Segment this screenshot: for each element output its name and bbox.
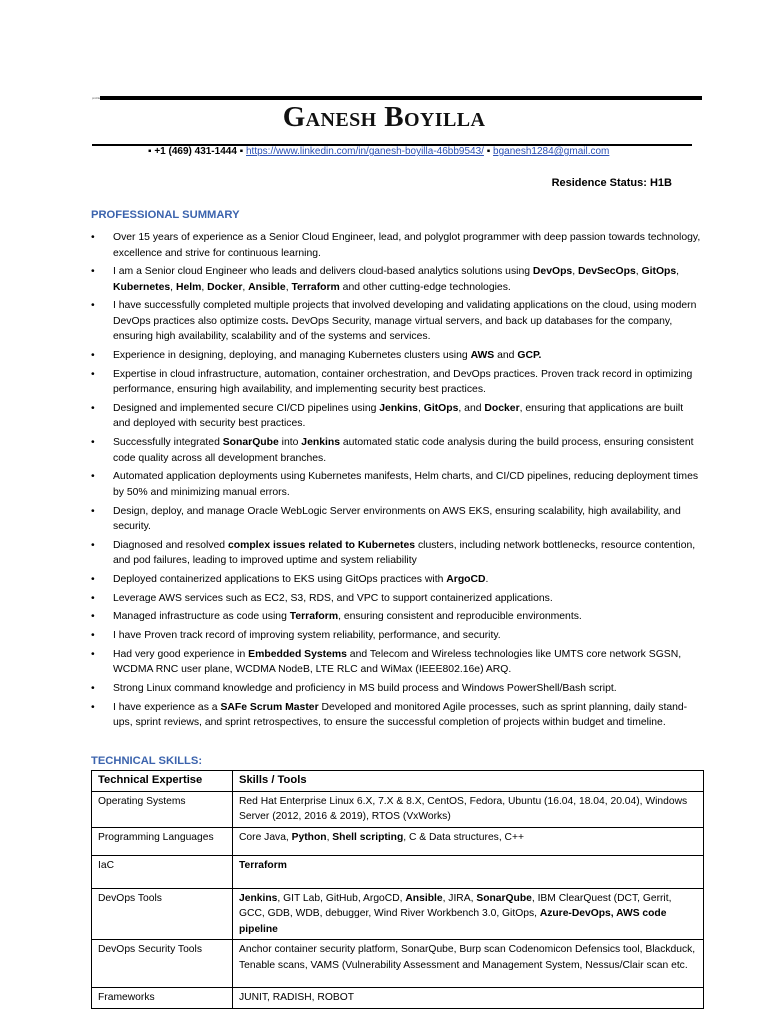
text-run: Successfully integrated [113,437,223,449]
bullet-marker: • [91,437,95,449]
summary-item [91,469,703,500]
skills-row [92,827,704,855]
summary-item-text [113,350,541,361]
summary-item-text [113,702,687,729]
text-run: , [676,266,680,278]
bullet-marker: • [91,505,95,517]
text-run: Terraform [289,611,339,623]
summary-item-text [113,471,698,498]
bullet-marker: • [91,368,95,380]
summary-item [91,591,703,607]
summary-item [91,681,703,697]
skills-table [91,770,704,1009]
text-run: , [285,281,292,293]
skill-category: Frameworks [92,988,233,1009]
summary-item [91,367,703,398]
summary-item-text [113,611,582,622]
text-run: I have experience as a [113,701,221,713]
text-run: Helm [175,281,202,293]
text-run: Expertise in cloud infrastructure, automation, container orchestration, and DevOps practices. Proven track record in optimizing performance, ensuring high availability, and implementing security best practices. [113,368,693,396]
bullet-marker: • [91,539,95,551]
text-run: Kubernetes [113,281,171,293]
summary-item-text [113,300,696,342]
text-run: and other cutting-edge technologies. [339,281,511,293]
summary-item [91,504,703,535]
candidate-name: Ganesh Boyilla [282,101,486,133]
skill-tools [233,940,704,988]
skill-tools [233,855,704,888]
text-run: , [635,266,642,278]
text-run: , C & Data structures, C++ [403,831,524,843]
text-run: . [485,573,489,585]
summary-item [91,435,703,466]
text-run: Red Hat Enterprise Linux 6.X, 7.X & 8.X, CentOS, Fedora, Ubuntu (16.04, 18.04, 20.04), Windows Server (2012, 2016 & 2019), RTOS (VxWorks) [239,795,688,822]
text-run: automated static code analysis during the build process, ensuring consistent code quality across all development branches. [113,437,694,464]
residence-status: Residence Status: H1B [551,177,672,189]
text-run: , [242,281,249,293]
skills-row [92,791,704,827]
text-run: ArgoCD [446,573,486,585]
phone: ▪ +1 (469) 431-1444 ▪ [148,146,244,157]
text-run: DevOps Security, manage virtual servers, and back up databases for the company, ensuring high availability, scalability and of the systems and services. [113,315,673,343]
tiny-mark: profile [92,96,101,100]
text-run: Experience in designing, deploying, and managing Kubernetes clusters using [113,350,471,362]
text-run: Python [291,831,327,843]
bullet-marker: • [91,471,95,483]
text-run: into [278,437,302,449]
summary-item-text [113,593,553,604]
bullet-marker: • [91,350,95,362]
skill-tools [233,791,704,827]
summary-item [91,609,703,625]
summary-item-text [113,649,681,676]
skill-category: IaC [92,855,233,888]
summary-item-text [113,540,695,567]
text-run: GitOps [641,266,677,278]
text-run: , IBM ClearQuest (DCT, Gerrit, GCC, GDB, WDB, debugger, Wind River Workbench 3.0, GitOps, [239,892,672,919]
text-run: DevSecOps [577,266,636,278]
bullet-marker: • [91,402,95,414]
text-run: SonarQube [476,892,532,904]
text-run: Terraform [291,281,340,293]
text-run: Ansible [248,281,286,293]
text-run: JUNIT, RADISH, ROBOT [239,992,354,1003]
text-run: I am a Senior cloud Engineer who leads and delivers cloud-based analytics solutions using [113,266,533,278]
summary-item-text [113,506,681,533]
text-run: , [572,266,578,278]
bullet-marker: • [91,300,95,312]
summary-item-text [113,266,679,293]
summary-item-text [113,630,501,641]
summary-item-text [113,437,694,464]
text-run: Jenkins [239,892,278,904]
text-run: , [201,281,208,293]
skills-header-row [92,771,704,792]
bullet-marker: • [91,701,95,713]
text-run: . [285,315,289,327]
summary-list [91,230,703,747]
text-run: Automated application deployments using Kubernetes manifests, Helm charts, and CI/CD pipelines, reducing deployment times by 50% and minimizing manual errors. [113,471,699,498]
skills-row [92,855,704,888]
summary-item [91,230,703,261]
text-run: DevOps [532,266,573,278]
text-run: Strong Linux command knowledge and proficiency in MS build process and Windows PowerShell/Bash script. [113,682,617,694]
text-run: , GIT Lab, GitHub, ArgoCD, [277,892,406,904]
text-run: Developed and monitored Agile processes, such as sprint planning, daily stand-ups, sprint reviews, and sprint retrospectives, to ensure the successful completion of projects within budget and timeline. [113,701,688,728]
text-run: Azure-DevOps, AWS code pipeline [239,908,667,935]
skill-category: Programming Languages [92,827,233,855]
text-run: Deployed containerized applications to EKS using GitOps practices with [113,573,447,585]
summary-item [91,628,703,644]
text-run: Over 15 years of experience as a Senior Cloud Engineer, lead, and polyglot programmer with deep passion towards technology, excellence and strive for continuous learning. [113,232,701,259]
text-run: I have Proven track record of improving system reliability, performance, and security. [113,629,501,641]
col-technical-expertise: Technical Expertise [92,771,233,792]
skill-category: DevOps Tools [92,888,233,940]
text-run: Diagnosed and resolved [113,539,228,551]
text-run: and [494,350,518,362]
bullet-marker: • [91,648,95,660]
text-run: , ensuring that applications are built and deployed with security best practices. [113,402,684,430]
summary-item [91,264,703,295]
text-run: , [417,402,424,414]
bullet-marker: • [91,611,95,623]
text-run: clusters, including network bottlenecks, resource contention, and pod failures, leading to improved uptime and system reliability [113,539,696,567]
summary-item [91,647,703,678]
summary-item-text [113,574,488,585]
text-run: I have successfully completed multiple projects that involved developing and validating applications on the cloud, using modern DevOps practices also optimize costs [113,300,697,327]
bullet-marker: • [91,682,95,694]
text-run: SonarQube [222,437,279,449]
summary-item [91,298,703,345]
skill-category: DevOps Security Tools [92,940,233,988]
text-run: , [326,831,333,843]
summary-item [91,401,703,432]
text-run: GitOps [423,402,459,414]
text-run: , ensuring consistent and reproducible environments. [338,611,582,623]
text-run: SAFe Scrum Master [220,701,319,713]
bullet-marker: • [91,592,95,604]
summary-item [91,700,703,744]
summary-item-text [113,683,617,694]
text-run: , [170,281,176,293]
summary-heading: PROFESSIONAL SUMMARY [91,209,240,221]
text-run: and Telecom and Wireless technologies like UMTS core network SGSN, WCDMA RNC user plane, WCDMA NodeB, LTE RLC and WiMax (IEEE802.16e) ARQ. [113,648,682,676]
bullet-marker: • [91,266,95,278]
text-run: complex issues related to Kubernetes [227,539,416,551]
text-run: Jenkins [379,402,418,414]
skill-tools [233,827,704,855]
top-rule [100,96,702,100]
col-skills-tools: Skills / Tools [233,771,704,792]
bullet-marker: • [91,232,95,243]
text-run: Core Java, [239,831,292,843]
text-run: Managed infrastructure as code using [113,611,290,623]
text-run: Ansible [405,892,443,904]
summary-item [91,538,703,569]
summary-item-text [113,232,700,259]
text-run: Docker [207,281,243,293]
skills-row [92,988,704,1009]
text-run: Had very good experience in [113,648,249,660]
text-run: AWS [470,350,495,362]
text-run: , and [458,402,485,414]
skills-row [92,940,704,988]
text-run: Design, deploy, and manage Oracle WebLogic Server environments on AWS EKS, ensuring scalability, high availability, and security. [113,505,681,532]
contact-separator: ▪ [486,146,491,157]
contact-line [148,146,609,157]
summary-item [91,348,703,364]
text-run: Shell scripting [332,831,404,843]
skill-category: Operating Systems [92,791,233,827]
skills-heading: TECHNICAL SKILLS: [91,755,203,767]
text-run: , JIRA, [442,892,477,904]
text-run: Embedded Systems [248,648,347,660]
text-run: Jenkins [301,437,340,449]
text-run: Terraform [239,859,287,871]
email-link[interactable]: bganesh1284@gmail.com [493,146,610,157]
skills-row [92,888,704,940]
text-run: Designed and implemented secure CI/CD pipelines using [113,402,380,414]
skill-tools [233,888,704,940]
summary-item-text [113,403,683,430]
summary-item [91,572,703,588]
linkedin-link[interactable]: https://www.linkedin.com/in/ganesh-boyilla-46bb9543/ [246,146,484,157]
summary-item-text [113,369,692,396]
text-run: Leverage AWS services such as EC2, S3, RDS, and VPC to support containerized applications. [113,592,553,604]
text-run: Anchor container security platform, SonarQube, Burp scan Codenomicon Defensics tool, Blackduck, Tenable scans, VAMS (Vulnerability Assessment and Management System, Nessus/Clair scan etc. [239,944,696,971]
bullet-marker: • [91,629,95,641]
text-run: GCP. [517,350,542,362]
skill-tools [233,988,704,1009]
bullet-marker: • [91,573,95,585]
text-run: Docker [484,402,520,414]
